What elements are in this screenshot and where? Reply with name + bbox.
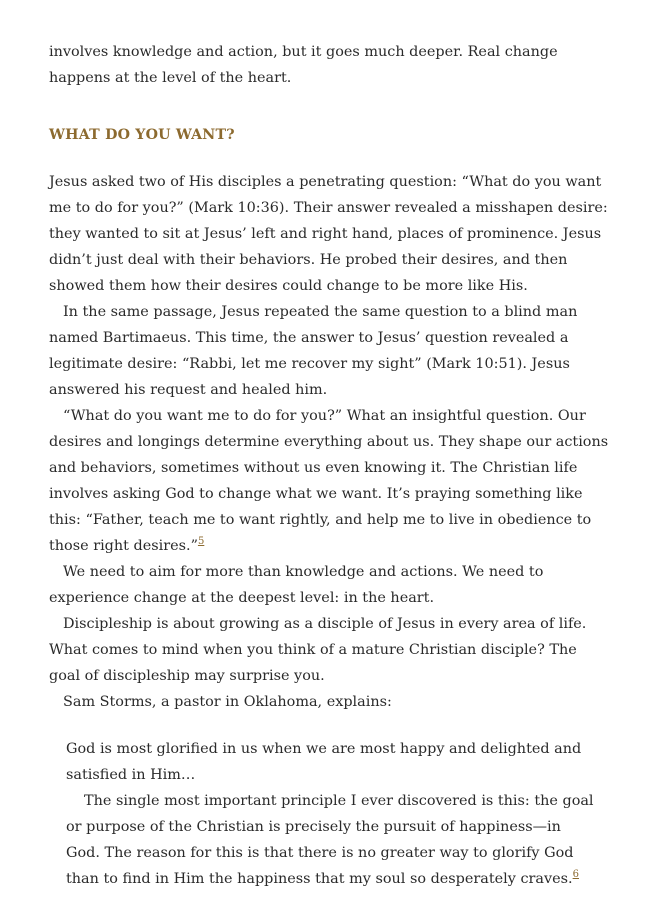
footnote-marker[interactable]: 5	[197, 536, 205, 548]
body-paragraph: Discipleship is about growing as a disciple of Jesus in every area of life. What comes to mind when you think of a mature Christian disciple? The goal of discipleship may surprise you.	[49, 616, 587, 684]
body-paragraph: We need to aim for more than knowledge and actions. We need to experience change at the deepest level: in the heart.	[49, 564, 544, 606]
section-heading: WHAT DO YOU WANT?	[49, 127, 235, 143]
book-page	[49, 39, 611, 892]
block-quote	[66, 736, 596, 892]
intro-paragraph: involves knowledge and action, but it goes much deeper. Real change happens at the level of the heart.	[49, 44, 558, 86]
body-paragraph-text: “What do you want me to do for you?” What an insightful question. Our desires and longings determine everything about us. They shape our actions and behaviors, sometimes without us even knowing it. The Christian life involves asking God to change what we want. It’s praying something like this: “Father, teach me to want rightly, and help me to live in obedience to those right desires.”	[49, 408, 609, 554]
quote-paragraph: God is most glorified in us when we are most happy and delighted and satisfied in Him…	[66, 741, 582, 783]
footnote-marker[interactable]: 6	[572, 869, 579, 881]
body-paragraph: Jesus asked two of His disciples a penetrating question: “What do you want me to do for you?” (Mark 10:36). Their answer revealed a misshapen desire: they wanted to sit at Jesus’ left and right hand, places of prominence. Jesus didn’t just deal with their behaviors. He probed their desires, and then showed them how their desires could change to be more like His.	[49, 174, 608, 294]
quote-paragraph-text: The single most important principle I ever discovered is this: the goal or purpose of the Christian is precisely the pursuit of happiness—in God. The reason for this is that there is no greater way to glorify God than to find in Him the happiness that my soul so desperately craves.	[66, 793, 594, 887]
quote-paragraph-with-footnote	[66, 788, 596, 892]
body-paragraph-with-footnote	[49, 403, 611, 559]
body-paragraph: Sam Storms, a pastor in Oklahoma, explains:	[63, 694, 392, 710]
body-paragraph: In the same passage, Jesus repeated the same question to a blind man named Bartimaeus. This time, the answer to Jesus’ question revealed a legitimate desire: “Rabbi, let me recover my sight” (Mark 10:51). Jesus answered his request and healed him.	[49, 304, 578, 398]
